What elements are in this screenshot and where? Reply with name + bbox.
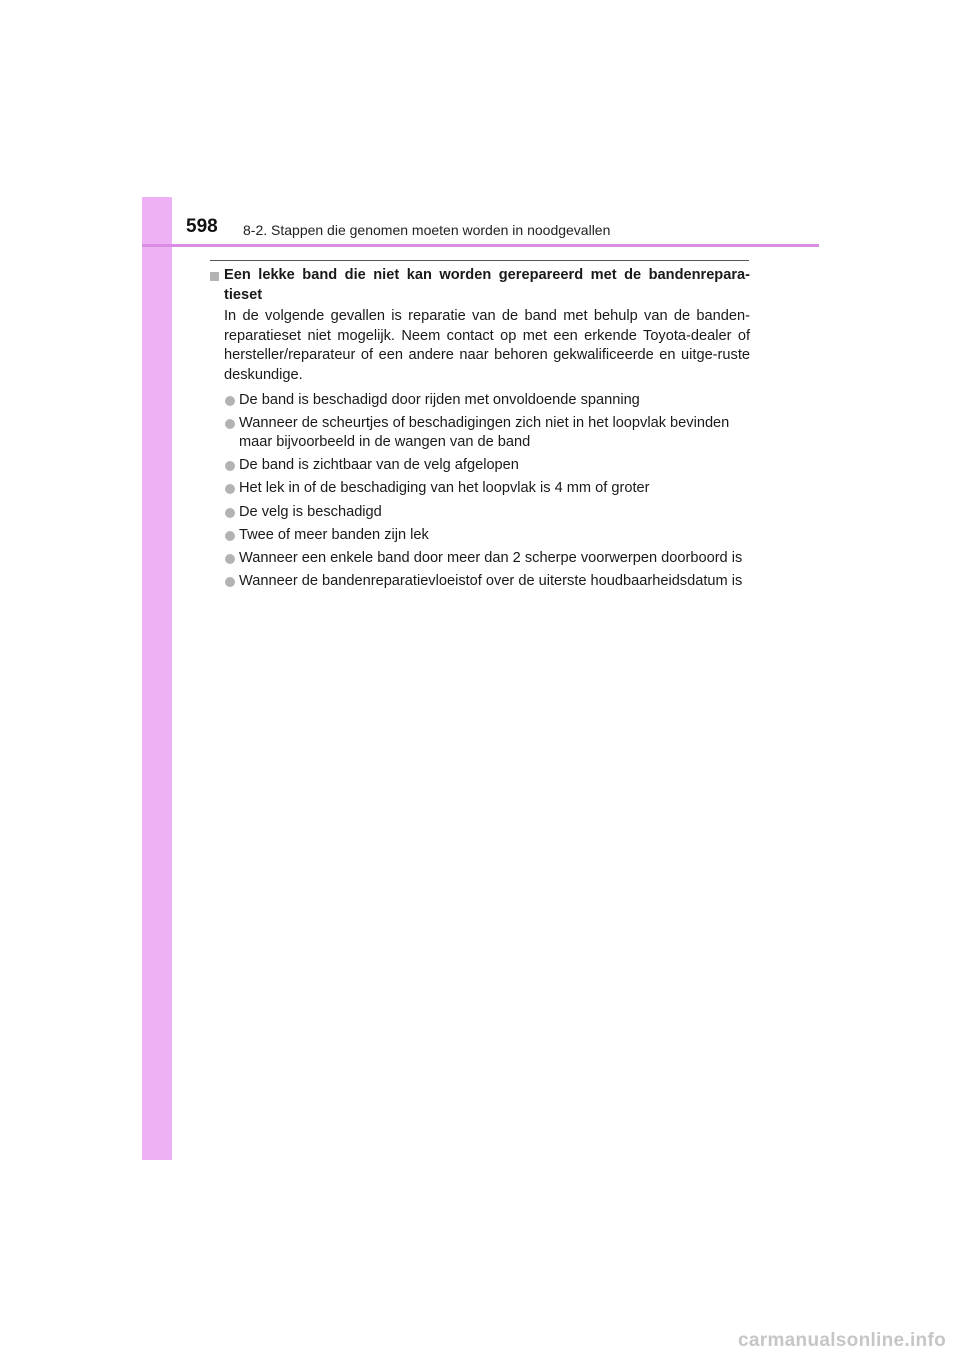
circle-bullet-icon [225, 554, 235, 564]
section-heading [210, 266, 750, 305]
list-item [210, 572, 750, 592]
circle-bullet-icon [225, 396, 235, 406]
list-item-text: De band is zichtbaar van de velg afgelopen [239, 457, 519, 474]
list-item-text: Wanneer de bandenreparatievloeistof over de uiterste houdbaarheidsdatum is [239, 572, 743, 589]
circle-bullet-icon [225, 461, 235, 471]
list-item [210, 414, 750, 453]
section-content [210, 266, 750, 595]
list-item-text: De band is beschadigd door rijden met onvoldoende spanning [239, 391, 640, 408]
list-item [210, 456, 750, 476]
circle-bullet-icon [225, 531, 235, 541]
list-item-text: Het lek in of de beschadiging van het loopvlak is 4 mm of groter [239, 480, 650, 497]
header-rule [142, 244, 819, 247]
bullet-list [210, 391, 750, 592]
list-item-text: Wanneer een enkele band door meer dan 2 scherpe voorwerpen doorboord is [239, 549, 743, 566]
square-bullet-icon [210, 272, 219, 281]
circle-bullet-icon [225, 577, 235, 587]
list-item-text: Twee of meer banden zijn lek [239, 526, 429, 543]
list-item [210, 391, 750, 411]
circle-bullet-icon [225, 508, 235, 518]
site-watermark: carmanualsonline.info [738, 1330, 946, 1351]
list-item-text: De velg is beschadigd [239, 503, 382, 520]
list-item [210, 549, 750, 569]
chapter-title: 8-2. Stappen die genomen moeten worden in noodgevallen [243, 222, 611, 238]
page-number: 598 [186, 216, 218, 237]
section-divider [210, 260, 749, 261]
circle-bullet-icon [225, 484, 235, 494]
chapter-tab-bar [142, 197, 172, 1160]
section-heading-text: Een lekke band die niet kan worden gerepareerd met de bandenrepara-tieset [224, 267, 750, 303]
list-item [210, 479, 750, 499]
list-item [210, 503, 750, 523]
list-item [210, 526, 750, 546]
list-item-text: Wanneer de scheurtjes of beschadigingen zich niet in het loopvlak bevinden maar bijvoorbeeld in de wangen van de band [239, 414, 730, 451]
intro-paragraph: In de volgende gevallen is reparatie van de band met behulp van de banden-reparatieset niet mogelijk. Neem contact op met een erkende Toyota-dealer of hersteller/reparateur of een andere naar behoren gekwalificeerde en uitge-ruste deskundige. [224, 308, 750, 383]
circle-bullet-icon [225, 419, 235, 429]
